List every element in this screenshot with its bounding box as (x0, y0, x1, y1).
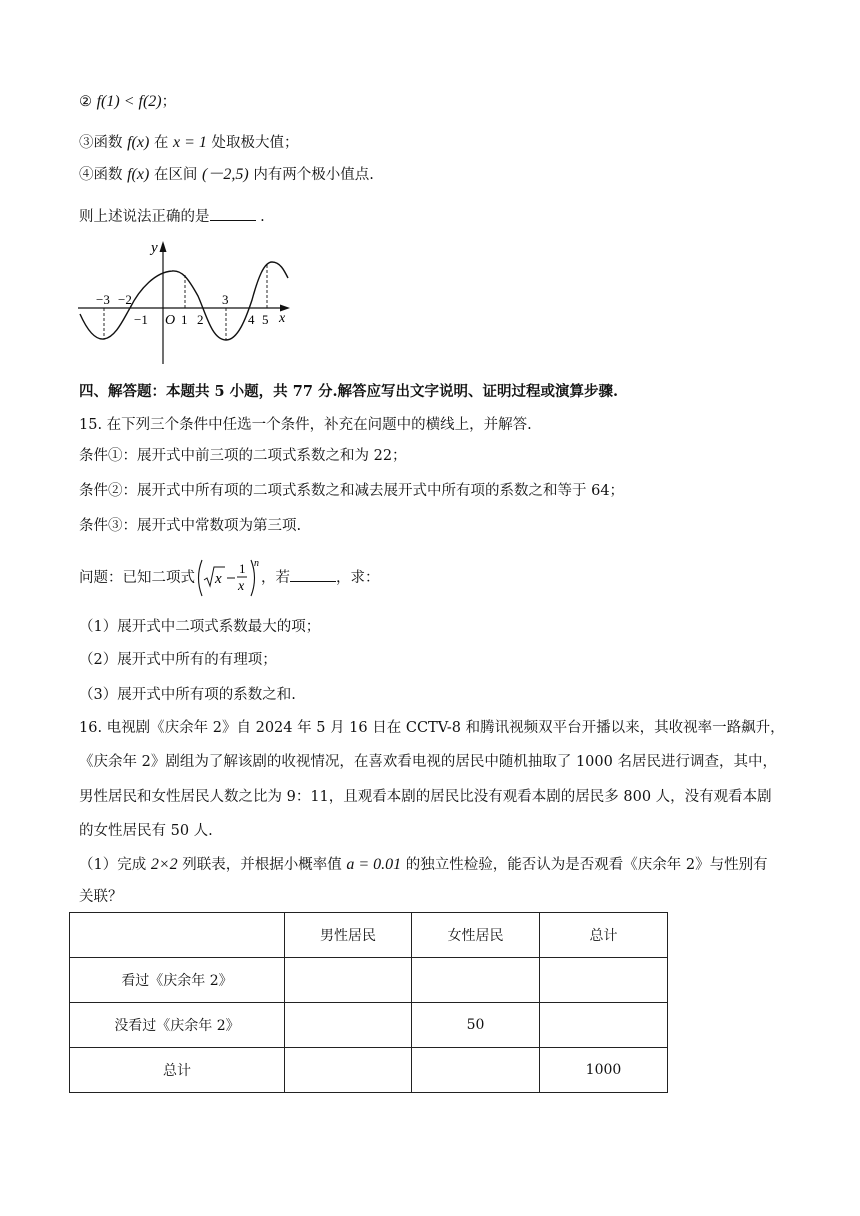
table-cell: 没看过《庆余年 2》 (70, 1003, 285, 1048)
tick-minus3: −3 (96, 292, 110, 307)
table-row (70, 1003, 668, 1048)
answer-blank (210, 206, 256, 221)
table-cell (412, 958, 540, 1003)
table-cell (412, 1048, 540, 1093)
q16-sub-1-line-2: 关联？ (79, 889, 123, 905)
exponent: n (254, 558, 259, 569)
fraction-numerator: 1 (239, 561, 246, 576)
table-cell: 总计 (70, 1048, 285, 1093)
statement-2-math: f(1) < f(2) (96, 93, 162, 110)
contingency-table (69, 912, 668, 1093)
tick-2: 2 (197, 312, 204, 327)
q16-sub-1-middle: 列联表，并根据小概率值 (182, 857, 342, 873)
q14-prompt-text: 则上述说法正确的是 (79, 209, 210, 225)
origin-label: O (165, 313, 176, 328)
q16-sub-1 (79, 855, 768, 875)
statement-2-end: ； (161, 94, 177, 110)
binomial-svg (195, 558, 261, 598)
statement-4-interval: (－2,5) (202, 166, 249, 183)
q15-sub-2: （2）展开式中所有的有理项； (79, 652, 277, 668)
statement-3 (79, 133, 299, 153)
left-paren (199, 560, 203, 596)
x-axis-label: x (279, 311, 286, 326)
y-axis-label: y (151, 240, 158, 256)
statement-3-suffix: 处取极大值； (211, 135, 299, 151)
binomial-expression (195, 558, 261, 598)
q14-prompt (79, 206, 265, 227)
q15-condition-3: 条件③：展开式中常数项为第三项. (79, 518, 302, 534)
table-cell: 看过《庆余年 2》 (70, 958, 285, 1003)
tick-minus2: −2 (118, 292, 132, 307)
condition-blank (290, 567, 336, 582)
q16-line-3: 男性居民和女性居民人数之比为 9：11，且观看本剧的居民比没有观看本剧的居民多 800 人，没有观看本剧 (79, 789, 772, 805)
q15-intro: 15. 在下列三个条件中任选一个条件，补充在问题中的横线上，并解答. (79, 417, 532, 433)
q15-condition-1: 条件①：展开式中前三项的二项式系数之和为 22； (79, 448, 407, 464)
table-cell (70, 913, 285, 958)
q16-line-4: 的女性居民有 50 人. (79, 823, 213, 839)
table-cell (285, 1003, 412, 1048)
statement-4-prefix: ④函数 (79, 167, 123, 183)
tick-minus1: −1 (134, 312, 148, 327)
table-cell (540, 1003, 668, 1048)
statement-4-function: f(x) (127, 166, 150, 183)
function-curve (80, 262, 288, 340)
q15-problem-prefix: 问题：已知二项式 (79, 570, 195, 586)
q15-condition-2: 条件②：展开式中所有项的二项式系数之和减去展开式中所有项的系数之和等于 64； (79, 483, 625, 499)
table-cell: 男性居民 (285, 913, 412, 958)
statement-3-point: x = 1 (173, 134, 207, 151)
q16-table-size: 2×2 (150, 856, 178, 873)
q16-sub-1-suffix: 的独立性检验，能否认为是否观看《庆余年 2》与性别有 (405, 857, 768, 873)
q15-sub-3: （3）展开式中所有项的系数之和. (79, 687, 296, 703)
statement-2-mark: ② (79, 94, 92, 110)
y-axis-arrow (160, 241, 167, 252)
statement-2 (79, 92, 176, 112)
radicand: x (215, 571, 222, 587)
table-cell: 女性居民 (412, 913, 540, 958)
table-cell (540, 958, 668, 1003)
q15-problem-suffix: ，求： (336, 570, 380, 586)
section-heading: 四、解答题：本题共 5 小题，共 77 分.解答应写出文字说明、证明过程或演算步骤. (79, 383, 619, 400)
table-cell: 总计 (540, 913, 668, 958)
tick-1: 1 (181, 312, 188, 327)
statement-4 (79, 165, 374, 185)
q16-sub-1-prefix: （1）完成 (79, 857, 147, 873)
table-row (70, 1048, 668, 1093)
q16-line-1: 16. 电视剧《庆余年 2》自 2024 年 5 月 16 日在 CCTV-8 和腾讯视频双平台开播以来，其收视率一路飙升， (79, 720, 785, 736)
tick-4: 4 (248, 312, 255, 327)
q16-line-2: 《庆余年 2》剧组为了解该剧的收视情况，在喜欢看电视的居民中随机抽取了 1000 名居民进行调查，其中， (79, 754, 777, 770)
q14-prompt-dot: . (255, 209, 265, 225)
table-cell (285, 1048, 412, 1093)
q16-alpha: a = 0.01 (346, 856, 402, 873)
statement-3-middle: 在 (153, 135, 169, 151)
tick-5: 5 (262, 312, 269, 327)
table-row (70, 958, 668, 1003)
table-cell: 1000 (540, 1048, 668, 1093)
q15-problem-middle: ，若 (261, 570, 290, 586)
table-cell: 50 (412, 1003, 540, 1048)
table-header-row (70, 913, 668, 958)
tick-3: 3 (222, 292, 229, 307)
statement-4-middle: 在区间 (153, 167, 198, 183)
fraction-denominator: x (238, 579, 245, 594)
function-graph (74, 236, 304, 368)
q15-sub-1: （1）展开式中二项式系数最大的项； (79, 619, 321, 635)
statement-3-function: f(x) (127, 134, 150, 151)
q15-problem (79, 558, 380, 598)
statement-3-prefix: ③函数 (79, 135, 123, 151)
table-cell (285, 958, 412, 1003)
statement-4-suffix: 内有两个极小值点. (253, 167, 374, 183)
